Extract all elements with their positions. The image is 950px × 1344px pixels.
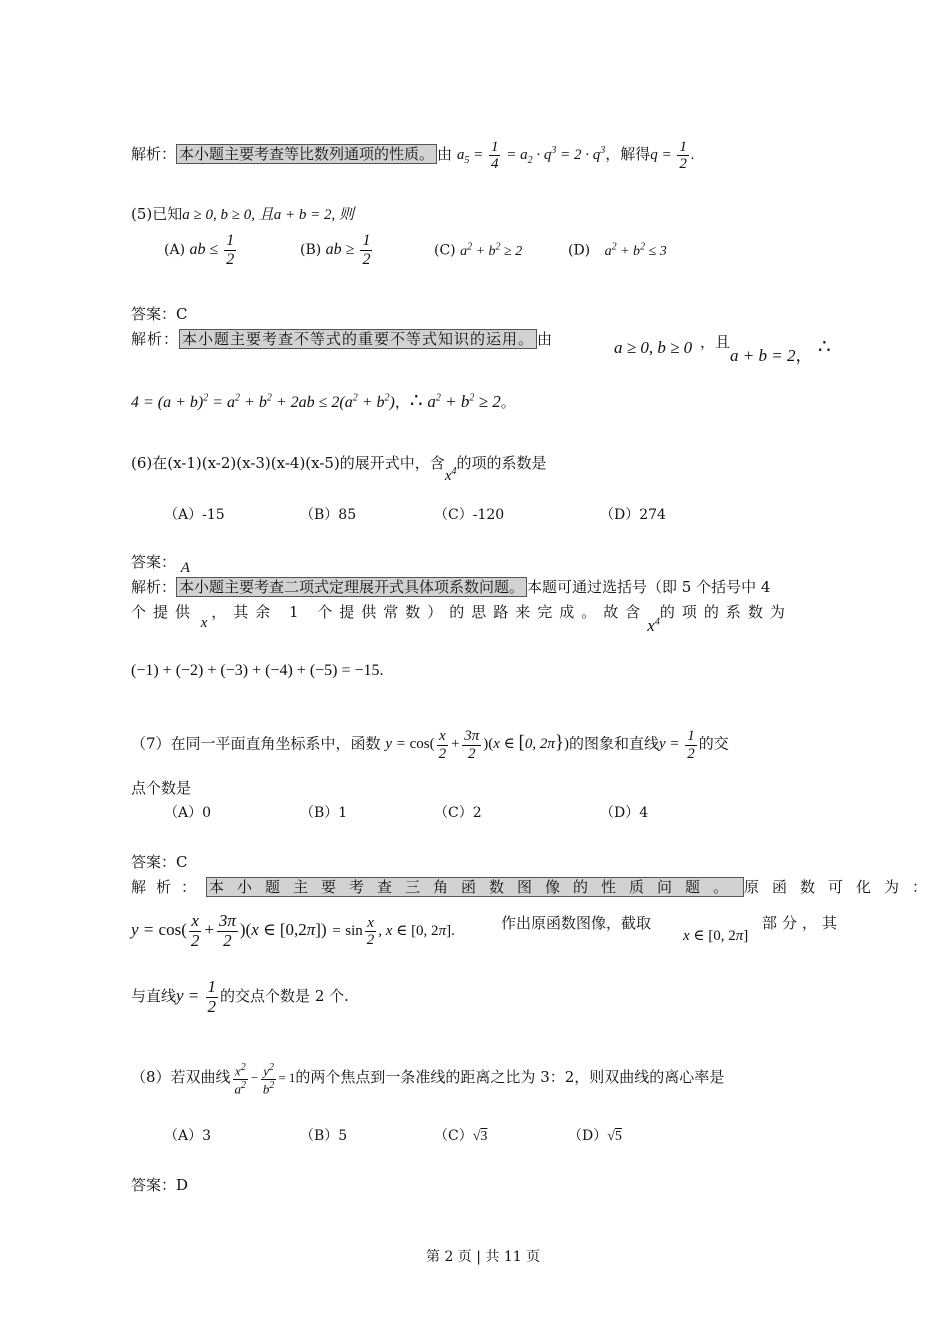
q7-interval: x ∈ [0, 2π] xyxy=(683,928,749,944)
q7-choice-d: （D）4 xyxy=(600,805,649,821)
q5-condition-2: a + b = 2, 则 xyxy=(273,207,354,223)
q7-line: y = $\frac{1}{2}$ xyxy=(659,728,695,762)
q6-analysis-line2: 个提供 x ，其余 1 个提供常数）的思路来完成。故含$x^4$的项的系数为 xyxy=(131,603,792,635)
q5-therefore-1: ∴ xyxy=(818,334,831,358)
q7-analysis-line2: y = cos( $\frac{x}{2}$ + $\frac{3\pi}{2}$ )(x ∈ [0,2π]) = sin $\frac{x}{2}$ , x ∈ [0, 2π]. xyxy=(131,911,455,950)
q5-choice-b: (B) ab ≥ $\frac{1}{2}$ xyxy=(300,232,371,268)
q5-answer: 答案：C xyxy=(131,305,188,323)
q7-highlight: 本小题主要考查三角函数图像的性质问题。 xyxy=(206,877,744,897)
q6-choice-d: （D）274 xyxy=(600,507,666,523)
q6-stem-tail: 的项的系数是 xyxy=(456,454,547,472)
q5-derivation: $4 = (a + b)^2 = a^2 + b^2 + 2ab \le 2(a^2 + b^2)$，∴ $a^2 + b^2 \ge 2$。 xyxy=(131,388,516,412)
q6-highlight: 本小题主要考查二项式定理展开式具体项系数问题。 xyxy=(176,577,527,597)
q8-choice-d: （D）√5 xyxy=(568,1128,622,1144)
q7-analysis-line3: 与直线y = $\frac{1}{2}$ 的交点个数是 2 个. xyxy=(131,977,349,1016)
q6-stem-text: (6)在(x-1)(x-2)(x-3)(x-4)(x-5)的展开式中，含 xyxy=(131,454,445,472)
q7-stem-end: 的交 xyxy=(698,734,729,753)
q8-choice-c: （C）√3 xyxy=(434,1128,488,1144)
q5-text-by: 由 xyxy=(537,330,554,348)
q5-sum: a + b = 2， xyxy=(730,346,813,365)
q4-result: q = $\frac{1}{2}$ . xyxy=(650,138,695,173)
q7-stem-line2: 点个数是 xyxy=(131,779,192,797)
q7-choice-a: （A）0 xyxy=(164,805,212,821)
q5-highlight: 本小题主要考查不等式的重要不等式知识的运用。 xyxy=(179,329,537,349)
q4-formula: $a_5$ = $\frac{1}{4}$ = $a_2 \cdot q^3 = 2 \cdot q^3$ xyxy=(456,138,606,173)
q5-therefore-2: ∴ xyxy=(409,388,423,412)
q5-choice-a: (A) ab ≤ $\frac{1}{2}$ xyxy=(164,232,235,268)
q4-analysis-label: 解析： xyxy=(131,145,177,163)
q6-analysis-line1 xyxy=(131,576,770,597)
q7-answer: 答案：C xyxy=(131,853,188,871)
q4-highlight: 本小题主要考查等比数列通项的性质。 xyxy=(176,144,437,164)
q6-answer: 答案： A xyxy=(131,553,190,576)
q4-text-solve: ，解得 xyxy=(605,145,651,163)
q7-stem-mid: 的图象和直线 xyxy=(568,734,659,753)
q5-stem xyxy=(131,203,354,224)
q5-condition: a ≥ 0, b ≥ 0, 且 xyxy=(182,207,274,223)
q6-text1: 本题可通过选括号（即 5 个括号中 4 xyxy=(527,578,771,596)
q7-choice-b: （B）1 xyxy=(300,805,348,821)
q6-choice-b: （B）85 xyxy=(300,507,357,523)
q8-choice-a: （A）3 xyxy=(164,1128,212,1144)
page-footer: 第 2 页 | 共 11 页 xyxy=(426,1249,541,1265)
q5-cond-inline: a ≥ 0, b ≥ 0 xyxy=(614,338,693,357)
q6-analysis-label: 解析： xyxy=(131,578,177,596)
q7-text2: 作出原函数图像，截取 xyxy=(501,914,652,932)
q6-choice-c: （C）-120 xyxy=(434,507,505,523)
q7-text3: 部分，其 xyxy=(762,914,843,932)
q7-analysis-label: 解析： xyxy=(131,878,207,896)
q8-stem xyxy=(131,1062,724,1096)
q4-text-by: 由 xyxy=(437,145,453,163)
q7-analysis-line1 xyxy=(131,876,940,897)
q7-text1: 原函数可化为： xyxy=(744,878,941,896)
q8-stem-prefix: （8）若双曲线 xyxy=(131,1068,231,1087)
q7-function: y = cos( $\frac{x}{2}$ + $\frac{3\pi}{2}$ )(x ∈ [0, 2π}) xyxy=(385,728,569,762)
q8-stem-tail: 的两个焦点到一条准线的距离之比为 3：2，则双曲线的离心率是 xyxy=(295,1068,725,1087)
q7-choice-c: （C）2 xyxy=(434,805,482,821)
q5-text-and: ，且 xyxy=(700,333,731,351)
q5-stem-prefix: (5)已知 xyxy=(131,205,183,223)
q8-answer: 答案：D xyxy=(131,1176,189,1194)
q5-choice-d: (D) $a^2 + b^2 \le 3$ xyxy=(568,241,667,259)
q4-analysis xyxy=(131,131,695,181)
q7-stem xyxy=(131,728,729,762)
q7-stem-prefix: （7）在同一平面直角坐标系中，函数 xyxy=(131,734,381,753)
q6-choice-a: （A）-15 xyxy=(164,507,225,523)
q8-hyperbola: $\frac{x^2}{a^2}$ − $\frac{y^2}{b^2}$ = 1 xyxy=(234,1062,296,1096)
q6-formula: (−1) + (−2) + (−3) + (−4) + (−5) = −15. xyxy=(131,662,384,679)
q5-choice-c: (C) $a^2 + b^2 \ge 2$ xyxy=(434,241,523,259)
q5-analysis-label: 解析： xyxy=(131,330,180,348)
q6-stem: (6)在(x-1)(x-2)(x-3)(x-4)(x-5)的展开式中，含$x^4$的项的系数是 xyxy=(131,454,547,484)
q8-choice-b: （B）5 xyxy=(300,1128,348,1144)
